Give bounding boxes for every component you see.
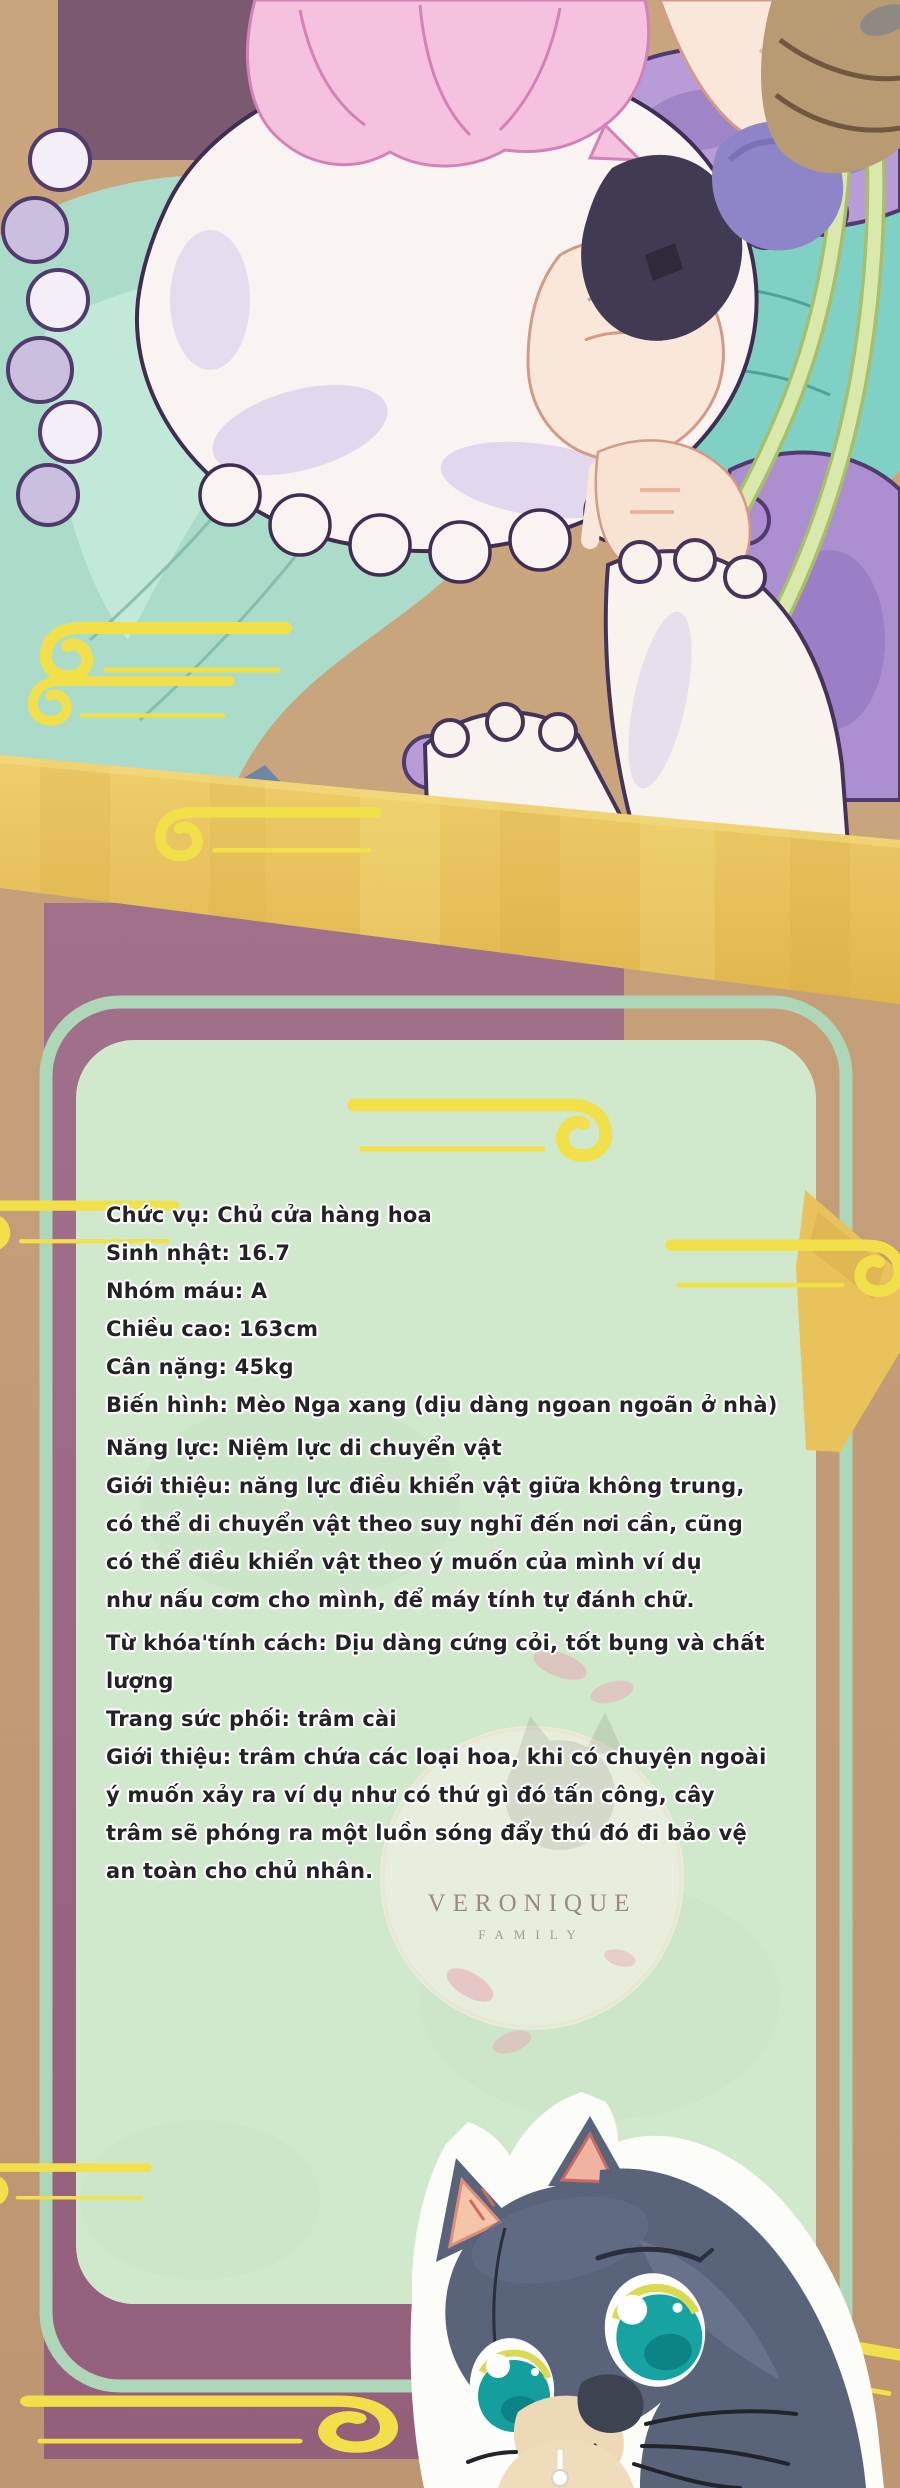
- profile-line: ý muốn xảy ra ví dụ như có thứ gì đó tấn công, cây: [106, 1783, 715, 1807]
- profile-line: Cân nặng: 45kg: [106, 1355, 294, 1379]
- artwork-illustration: [0, 0, 900, 860]
- watermark: [372, 1890, 692, 1943]
- profile-line: Chiều cao: 163cm: [106, 1317, 319, 1341]
- profile-line: có thể di chuyển vật theo suy nghĩ đến nơi cần, cũng: [106, 1512, 743, 1536]
- profile-line: trâm sẽ phóng ra một luồn sóng đẩy thú đó đi bảo vệ: [106, 1821, 747, 1845]
- profile-line: Chức vụ: Chủ cửa hàng hoa: [106, 1203, 432, 1227]
- character-profile-text: [106, 1196, 846, 1890]
- profile-line: có thể điều khiển vật theo ý muốn của mình ví dụ: [106, 1550, 702, 1574]
- profile-line: Biến hình: Mèo Nga xang (dịu dàng ngoan ngoãn ở nhà): [106, 1393, 778, 1417]
- profile-line: lượng: [106, 1669, 174, 1693]
- profile-line: Nhóm máu: A: [106, 1279, 268, 1303]
- watermark-subtitle: FAMILY: [478, 1927, 586, 1942]
- profile-line: an toàn cho chủ nhân.: [106, 1859, 374, 1883]
- profile-line: Sinh nhật: 16.7: [106, 1241, 291, 1265]
- watermark-title: VERONIQUE: [427, 1890, 637, 1917]
- profile-line: Từ khóa'tính cách: Dịu dàng cứng cỏi, tốt bụng và chất: [106, 1631, 765, 1655]
- profile-line: Năng lực: Niệm lực di chuyển vật: [106, 1436, 502, 1460]
- profile-line: Trang sức phối: trâm cài: [106, 1707, 397, 1731]
- profile-line: như nấu cơm cho mình, để máy tính tự đánh chữ.: [106, 1588, 695, 1612]
- profile-line: Giới thiệu: năng lực điều khiển vật giữa không trung,: [106, 1474, 745, 1498]
- profile-line: Giới thiệu: trâm chứa các loại hoa, khi có chuyện ngoài: [106, 1745, 767, 1769]
